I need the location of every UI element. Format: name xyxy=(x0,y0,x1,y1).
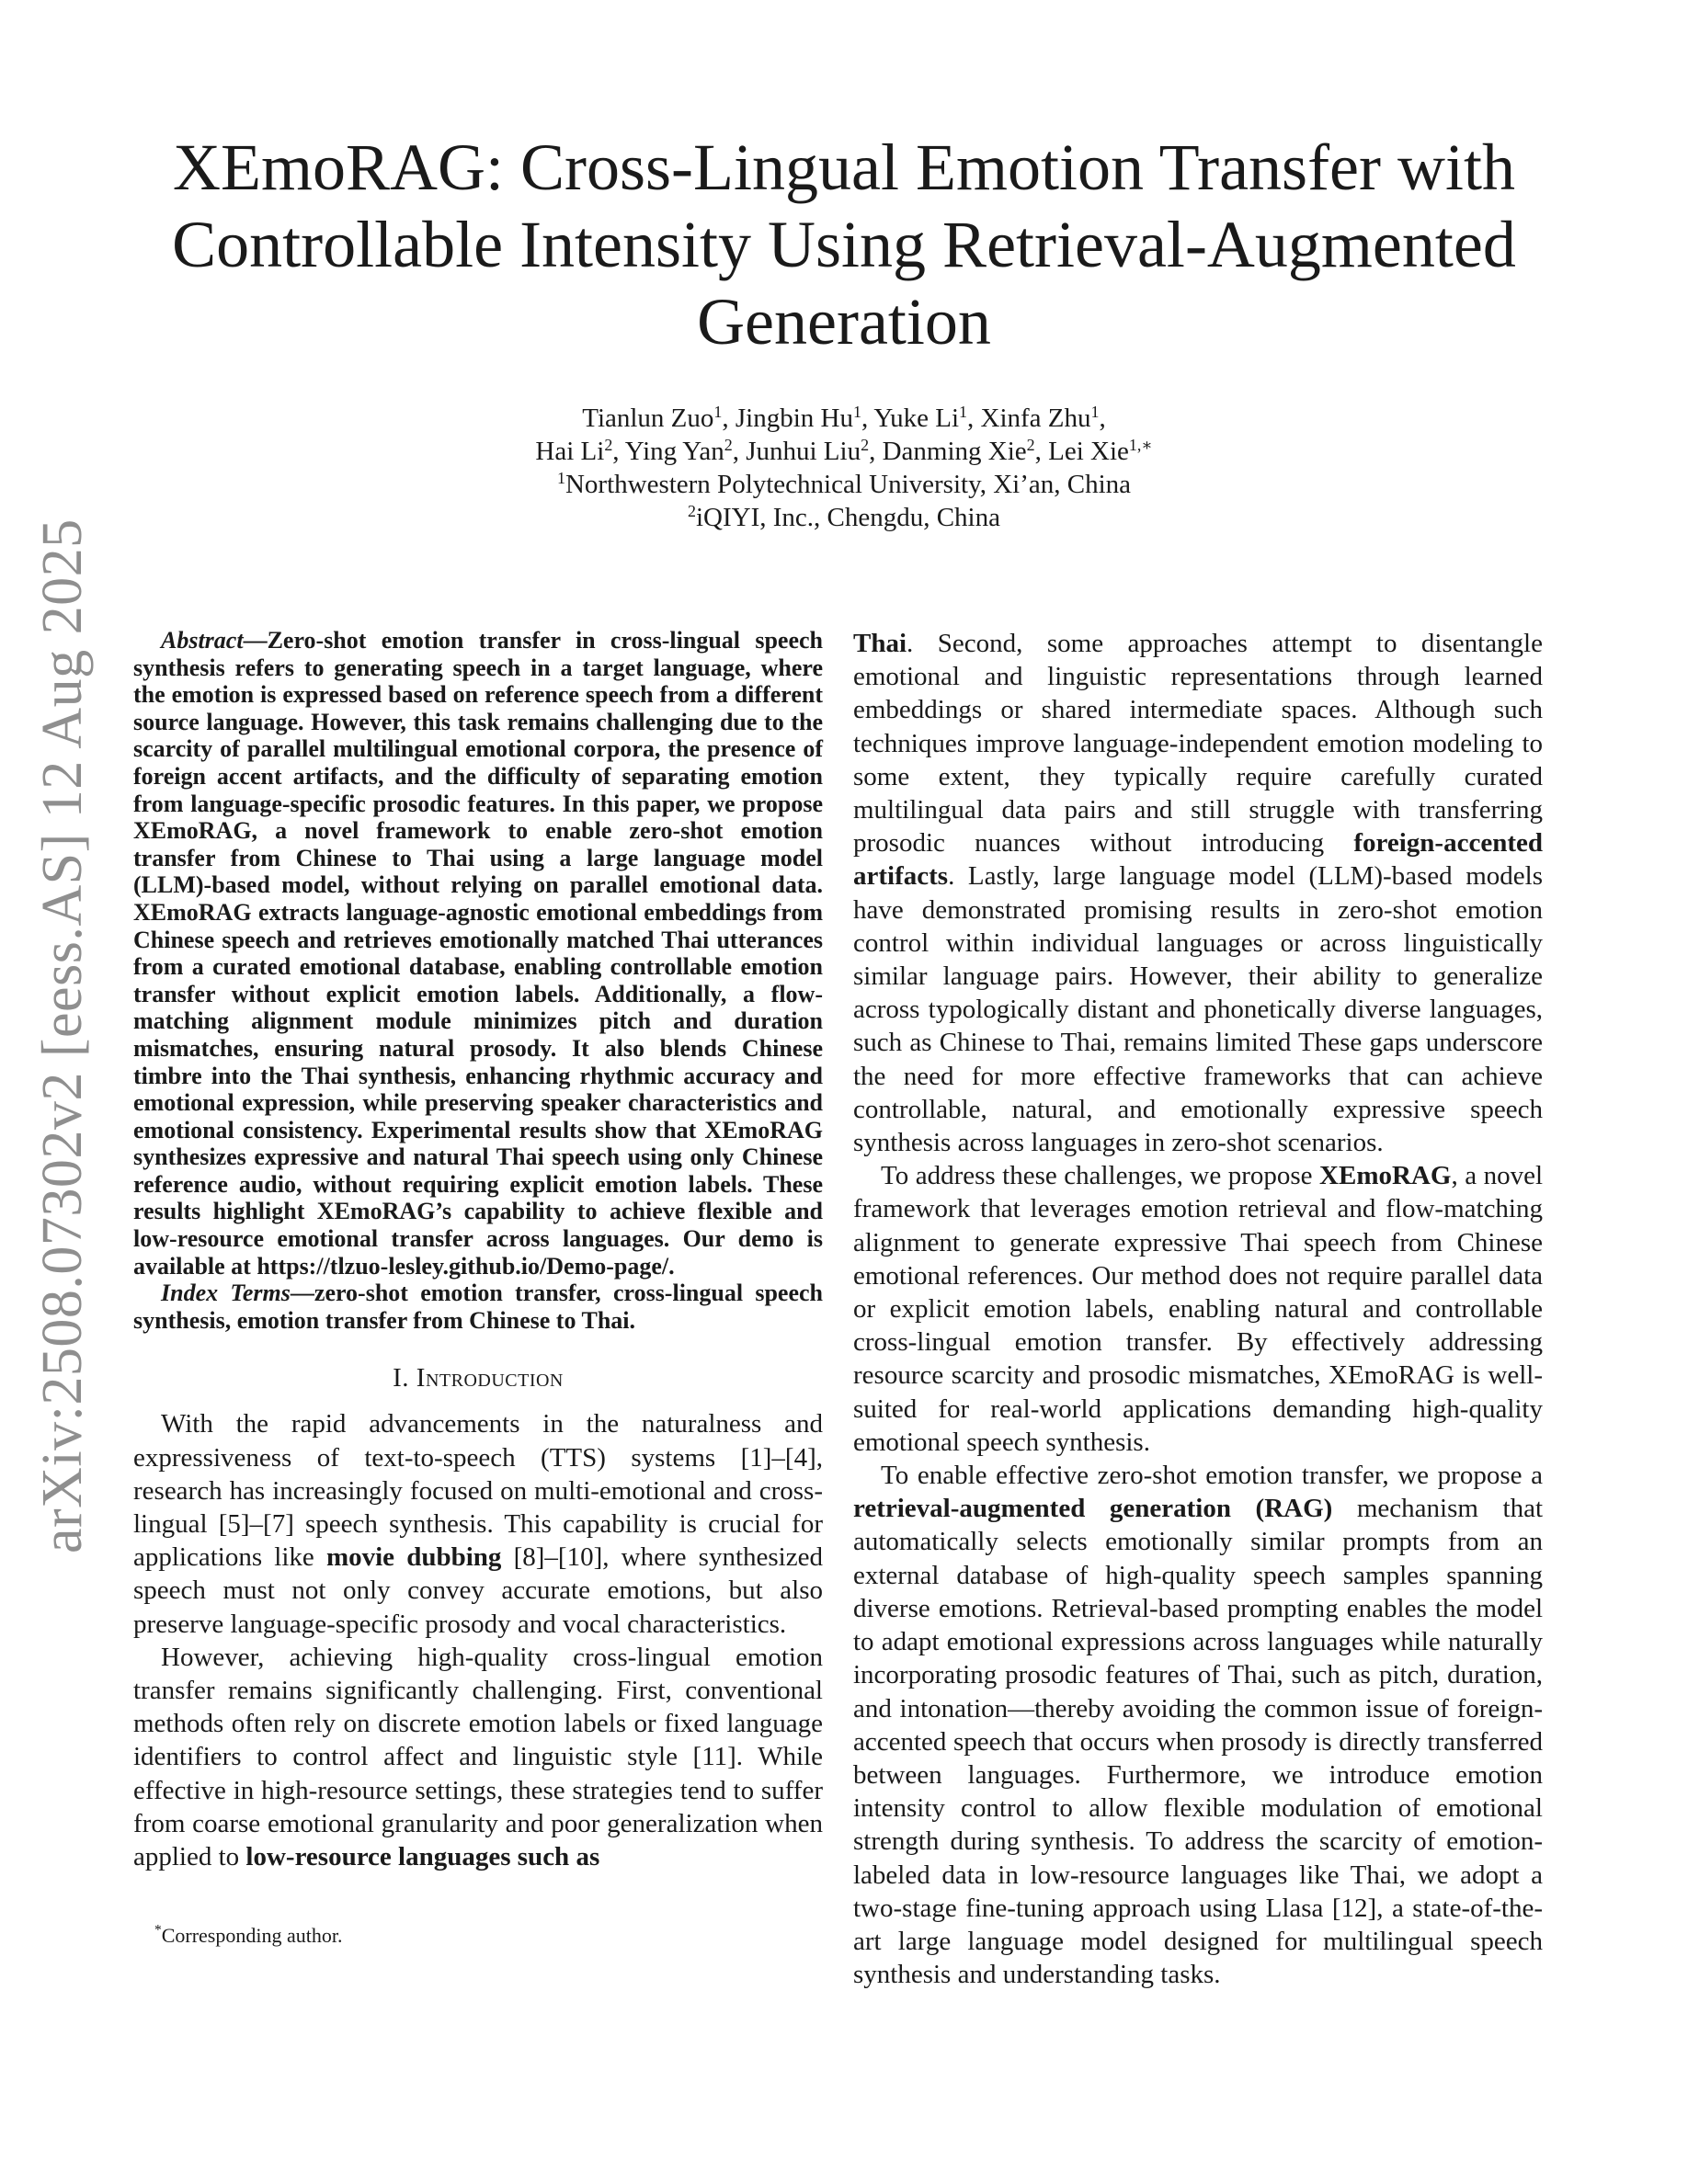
affiliation-2: $^2$iQIYI, Inc., Chengdu, China xyxy=(687,502,1000,532)
author-name: Xinfa Zhu xyxy=(980,404,1091,433)
intro-paragraph-1: With the rapid advancements in the naturalness and expressiveness of text-to-speech (TTS) systems [1]–[4], research has increasingly focused on multi-emotional and cross-lingual [5]–[7] speech synthesis. This capability is crucial for applications like movie dubbing [8]–[10], where synthesized speech must not only convey accurate emotions, but also preserve language-specific prosody and vocal characteristics. xyxy=(133,1409,823,1639)
section-heading-introduction: I. Introduction xyxy=(393,1363,564,1393)
authors-line-1: Tianlun Zuo$^1$, Jingbin Hu$^1$, Yuke Li$^1$, Xinfa Zhu$^1$, xyxy=(582,403,1106,433)
intro-paragraph-3: To address these challenges, we propose XEmoRAG, a novel framework that leverages emotion retrieval and flow-matching alignment to generate expressive Thai speech from Chinese emotional references. Our method does not require parallel data or explicit emotion labels, enabling natural and controllable cross-lingual emotion transfer. By effectively addressing resource scarcity and prosodic mismatches, XEmoRAG is well-suited for real-world applications demanding high-quality emotional speech synthesis. xyxy=(853,1161,1543,1457)
arxiv-identifier: arXiv:2508.07302v2 [eess.AS] 12 Aug 2025 xyxy=(31,518,94,1553)
intro-paragraph-2: However, achieving high-quality cross-lingual emotion transfer remains significantly challenging. First, conventional methods often rely on discrete emotion labels or fixed language identifiers to control affect and linguistic style [11]. While effective in high-resource settings, these strategies tend to suffer from coarse emotional granularity and poor generalization when applied to low-resource languages such as xyxy=(133,1642,823,1872)
footnote-mark: * xyxy=(154,1922,162,1939)
abstract xyxy=(133,627,823,1280)
author-name: Yuke Li xyxy=(873,404,960,433)
intro-paragraph-2-continued: Thai. Second, some approaches attempt to disentangle emotional and linguistic representations through learned embeddings or shared intermediate spaces. Although such techniques improve language-independent emotion modeling to some extent, they typically require carefully curated multilingual data pairs and still struggle with transferring prosodic nuances without introducing foreign-accented artifacts. Lastly, large language model (LLM)-based models have demonstrated promising results in zero-shot emotion control within individual languages or across linguistically similar language pairs. However, their ability to generalize across typologically distant and phonetically diverse languages, such as Chinese to Thai, remains limited These gaps underscore the need for more effective frameworks that can achieve controllable, natural, and emotionally expressive speech synthesis across languages in zero-shot scenarios. xyxy=(853,629,1543,1158)
affiliation-1: $^1$Northwestern Polytechnical University, Xi’an, China xyxy=(556,469,1132,499)
index-terms xyxy=(133,1280,823,1334)
footnote xyxy=(154,1923,342,1949)
author-name: Tianlun Zuo xyxy=(582,404,714,433)
abstract-label: Abstract xyxy=(161,627,244,654)
title-line-3: Generation xyxy=(697,285,991,358)
author-name: Danming Xie xyxy=(882,437,1027,466)
title-line-1: XEmoRAG: Cross-Lingual Emotion Transfer with xyxy=(173,131,1515,204)
left-column xyxy=(133,627,823,1873)
author-name: Junhui Liu xyxy=(746,437,861,466)
index-terms-label: Index Terms xyxy=(161,1280,291,1307)
paper-title xyxy=(110,129,1578,360)
footnote-text: Corresponding author. xyxy=(161,1924,343,1947)
author-name: Hai Li xyxy=(535,437,605,466)
authors-line-2: Hai Li$^2$, Ying Yan$^2$, Junhui Liu$^2$, Danming Xie$^2$, Lei Xie$^{1,∗}$ xyxy=(535,436,1153,466)
index-terms-text: —zero-shot emotion transfer, cross-lingual speech synthesis, emotion transfer from Chinese to Thai. xyxy=(133,1280,823,1334)
intro-paragraph-4: To enable effective zero-shot emotion transfer, we propose a retrieval-augmented generation (RAG) mechanism that automatically selects emotionally similar prompts from an external database of high-quality speech samples spanning diverse emotions. Retrieval-based prompting enables the model to adapt emotional expressions across languages while naturally incorporating prosodic features of Thai, such as pitch, duration, and intonation—thereby avoiding the common issue of foreign-accented speech that occurs when prosody is directly transferred between languages. Furthermore, we introduce emotion intensity control to allow flexible modulation of emotional strength during synthesis. To address the scarcity of emotion-labeled data in low-resource languages like Thai, we adopt a two-stage fine-tuning approach using Llasa [12], a state-of-the-art large language model designed for multilingual speech synthesis and understanding tasks. xyxy=(853,1461,1543,1990)
abstract-text: —Zero-shot emotion transfer in cross-lingual speech synthesis refers to generating speech in a target language, where the emotion is expressed based on reference speech from a different source language. However, this task remains challenging due to the scarcity of parallel multilingual emotional corpora, the presence of foreign accent artifacts, and the difficulty of separating emotion from language-specific prosodic features. In this paper, we propose XEmoRAG, a novel framework to enable zero-shot emotion transfer from Chinese to Thai using a large language model (LLM)-based model, without relying on parallel emotional data. XEmoRAG extracts language-agnostic emotional embeddings from Chinese speech and retrieves emotionally matched Thai utterances from a curated emotional database, enabling controllable emotion transfer without explicit emotion labels. Additionally, a flow-matching alignment module minimizes pitch and duration mismatches, ensuring natural prosody. It also blends Chinese timbre into the Thai synthesis, enhancing rhythmic accuracy and emotional expression, while preserving speaker characteristics and emotional consistency. Experimental results show that XEmoRAG synthesizes expressive and natural Thai speech using only Chinese reference audio, without requiring explicit emotion labels. These results highlight XEmoRAG’s capability to achieve flexible and low-resource emotional transfer across languages. Our demo is available at https://tlzuo-lesley.github.io/Demo-page/. xyxy=(133,627,823,1280)
title-line-2: Controllable Intensity Using Retrieval-Augmented xyxy=(172,208,1516,281)
right-column xyxy=(853,627,1543,1991)
author-name: Ying Yan xyxy=(624,437,724,466)
author-name: Jingbin Hu xyxy=(735,404,853,433)
author-block xyxy=(110,402,1578,534)
author-name: Lei Xie xyxy=(1048,437,1129,466)
